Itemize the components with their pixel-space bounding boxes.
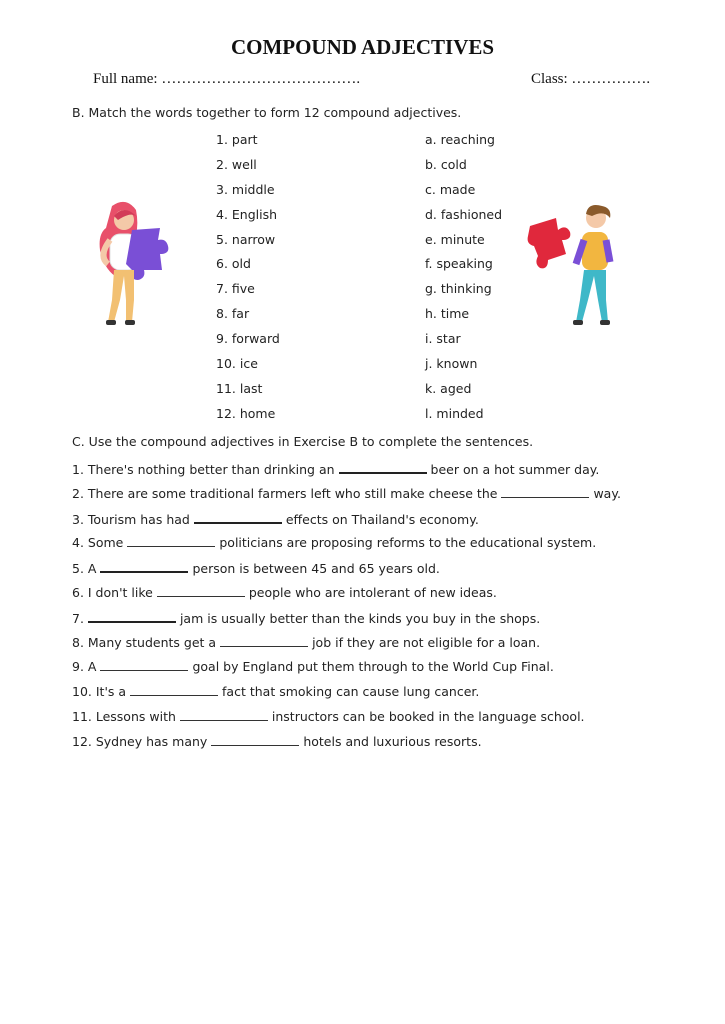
answer-blank[interactable] xyxy=(157,584,245,597)
sentence-text-after: people who are intolerant of new ideas. xyxy=(248,584,497,600)
sentence-text-after: jam is usually better than the kinds you buy in the shops. xyxy=(179,610,541,626)
sentence-text-before: 10. It's a xyxy=(72,684,127,700)
sentence-text-before: 6. I don't like xyxy=(72,584,153,600)
section-c-heading: C. Use the compound adjectives in Exercise B to complete the sentences. xyxy=(72,434,534,449)
list-item: f. speaking xyxy=(425,256,493,272)
sentence-text-before: 2. There are some traditional farmers left who still make cheese the xyxy=(72,485,498,501)
sentence-text-after: goal by England put them through to the World Cup Final. xyxy=(192,659,554,675)
class-field: Class: ……………. xyxy=(531,71,651,87)
list-item: 7. five xyxy=(216,281,255,297)
answer-blank[interactable] xyxy=(501,485,589,498)
list-item: 4. English xyxy=(216,206,278,222)
list-item: e. minute xyxy=(425,231,485,247)
sentence-text-after: politicians are proposing reforms to the educational system. xyxy=(219,535,597,551)
sentence-9 xyxy=(72,658,621,683)
list-item: a. reaching xyxy=(425,132,495,147)
list-item: 8. far xyxy=(216,306,250,322)
sentence-6 xyxy=(72,584,621,609)
list-item: 1. part xyxy=(216,132,258,147)
list-item: i. star xyxy=(425,331,461,347)
sentence-text-after: job if they are not eligible for a loan. xyxy=(312,634,541,650)
boy-with-puzzle-illustration xyxy=(526,204,618,330)
answer-blank[interactable] xyxy=(88,609,176,623)
sentence-text-after: fact that smoking can cause lung cancer. xyxy=(222,684,480,700)
answer-blank[interactable] xyxy=(100,559,188,573)
answer-blank[interactable] xyxy=(180,708,268,721)
sentence-text-before: 1. There's nothing better than drinking an xyxy=(72,462,335,477)
sentence-list xyxy=(72,460,621,758)
right-word-list xyxy=(425,131,502,430)
list-item: 2. well xyxy=(216,156,257,172)
answer-blank[interactable] xyxy=(339,460,427,474)
sentence-1 xyxy=(72,460,621,485)
answer-blank[interactable] xyxy=(130,683,218,696)
list-item: j. known xyxy=(425,356,478,372)
list-item: 9. forward xyxy=(216,331,280,347)
sentence-text-after: beer on a hot summer day. xyxy=(430,462,600,477)
sentence-8 xyxy=(72,634,621,659)
list-item: h. time xyxy=(425,306,470,322)
list-item: d. fashioned xyxy=(425,206,503,222)
sentence-11 xyxy=(72,708,621,733)
sentence-text-after: way. xyxy=(593,485,621,501)
sentence-2 xyxy=(72,485,621,510)
list-item: l. minded xyxy=(425,405,484,421)
sentence-text-before: 12. Sydney has many xyxy=(72,733,208,749)
sentence-text-before: 7. xyxy=(72,610,84,626)
answer-blank[interactable] xyxy=(100,658,188,671)
sentence-text-after: instructors can be booked in the language school. xyxy=(271,708,585,724)
list-item: 5. narrow xyxy=(216,231,276,247)
left-word-list xyxy=(216,131,280,430)
list-item: 11. last xyxy=(216,380,263,396)
answer-blank[interactable] xyxy=(211,733,299,746)
sentence-text-before: 8. Many students get a xyxy=(72,634,217,650)
worksheet-title: COMPOUND ADJECTIVES xyxy=(230,35,495,59)
sentence-12 xyxy=(72,733,621,758)
list-item: 3. middle xyxy=(216,181,275,197)
sentence-5 xyxy=(72,559,621,584)
list-item: c. made xyxy=(425,181,476,197)
sentence-3 xyxy=(72,510,621,535)
list-item: 10. ice xyxy=(216,356,258,372)
full-name-field: Full name: …………………………………. xyxy=(93,71,361,87)
section-b-heading: B. Match the words together to form 12 compound adjectives. xyxy=(72,105,462,120)
list-item: 6. old xyxy=(216,256,251,272)
sentence-text-before: 5. A xyxy=(72,561,97,577)
list-item: 12. home xyxy=(216,405,276,421)
sentence-text-after: hotels and luxurious resorts. xyxy=(303,733,482,749)
sentence-text-after: effects on Thailand's economy. xyxy=(285,511,479,527)
answer-blank[interactable] xyxy=(220,634,308,647)
sentence-text-before: 3. Tourism has had xyxy=(72,511,190,527)
list-item: g. thinking xyxy=(425,281,492,297)
sentence-text-after: person is between 45 and 65 years old. xyxy=(192,561,440,577)
sentence-4 xyxy=(72,534,621,559)
sentence-7 xyxy=(72,609,621,634)
sentence-text-before: 4. Some xyxy=(72,535,124,551)
answer-blank[interactable] xyxy=(194,510,282,524)
list-item: k. aged xyxy=(425,380,472,396)
girl-with-puzzle-illustration xyxy=(96,200,180,330)
sentence-10 xyxy=(72,683,621,708)
list-item: b. cold xyxy=(425,156,467,172)
sentence-text-before: 11. Lessons with xyxy=(72,708,176,724)
answer-blank[interactable] xyxy=(127,534,215,547)
sentence-text-before: 9. A xyxy=(72,659,97,675)
